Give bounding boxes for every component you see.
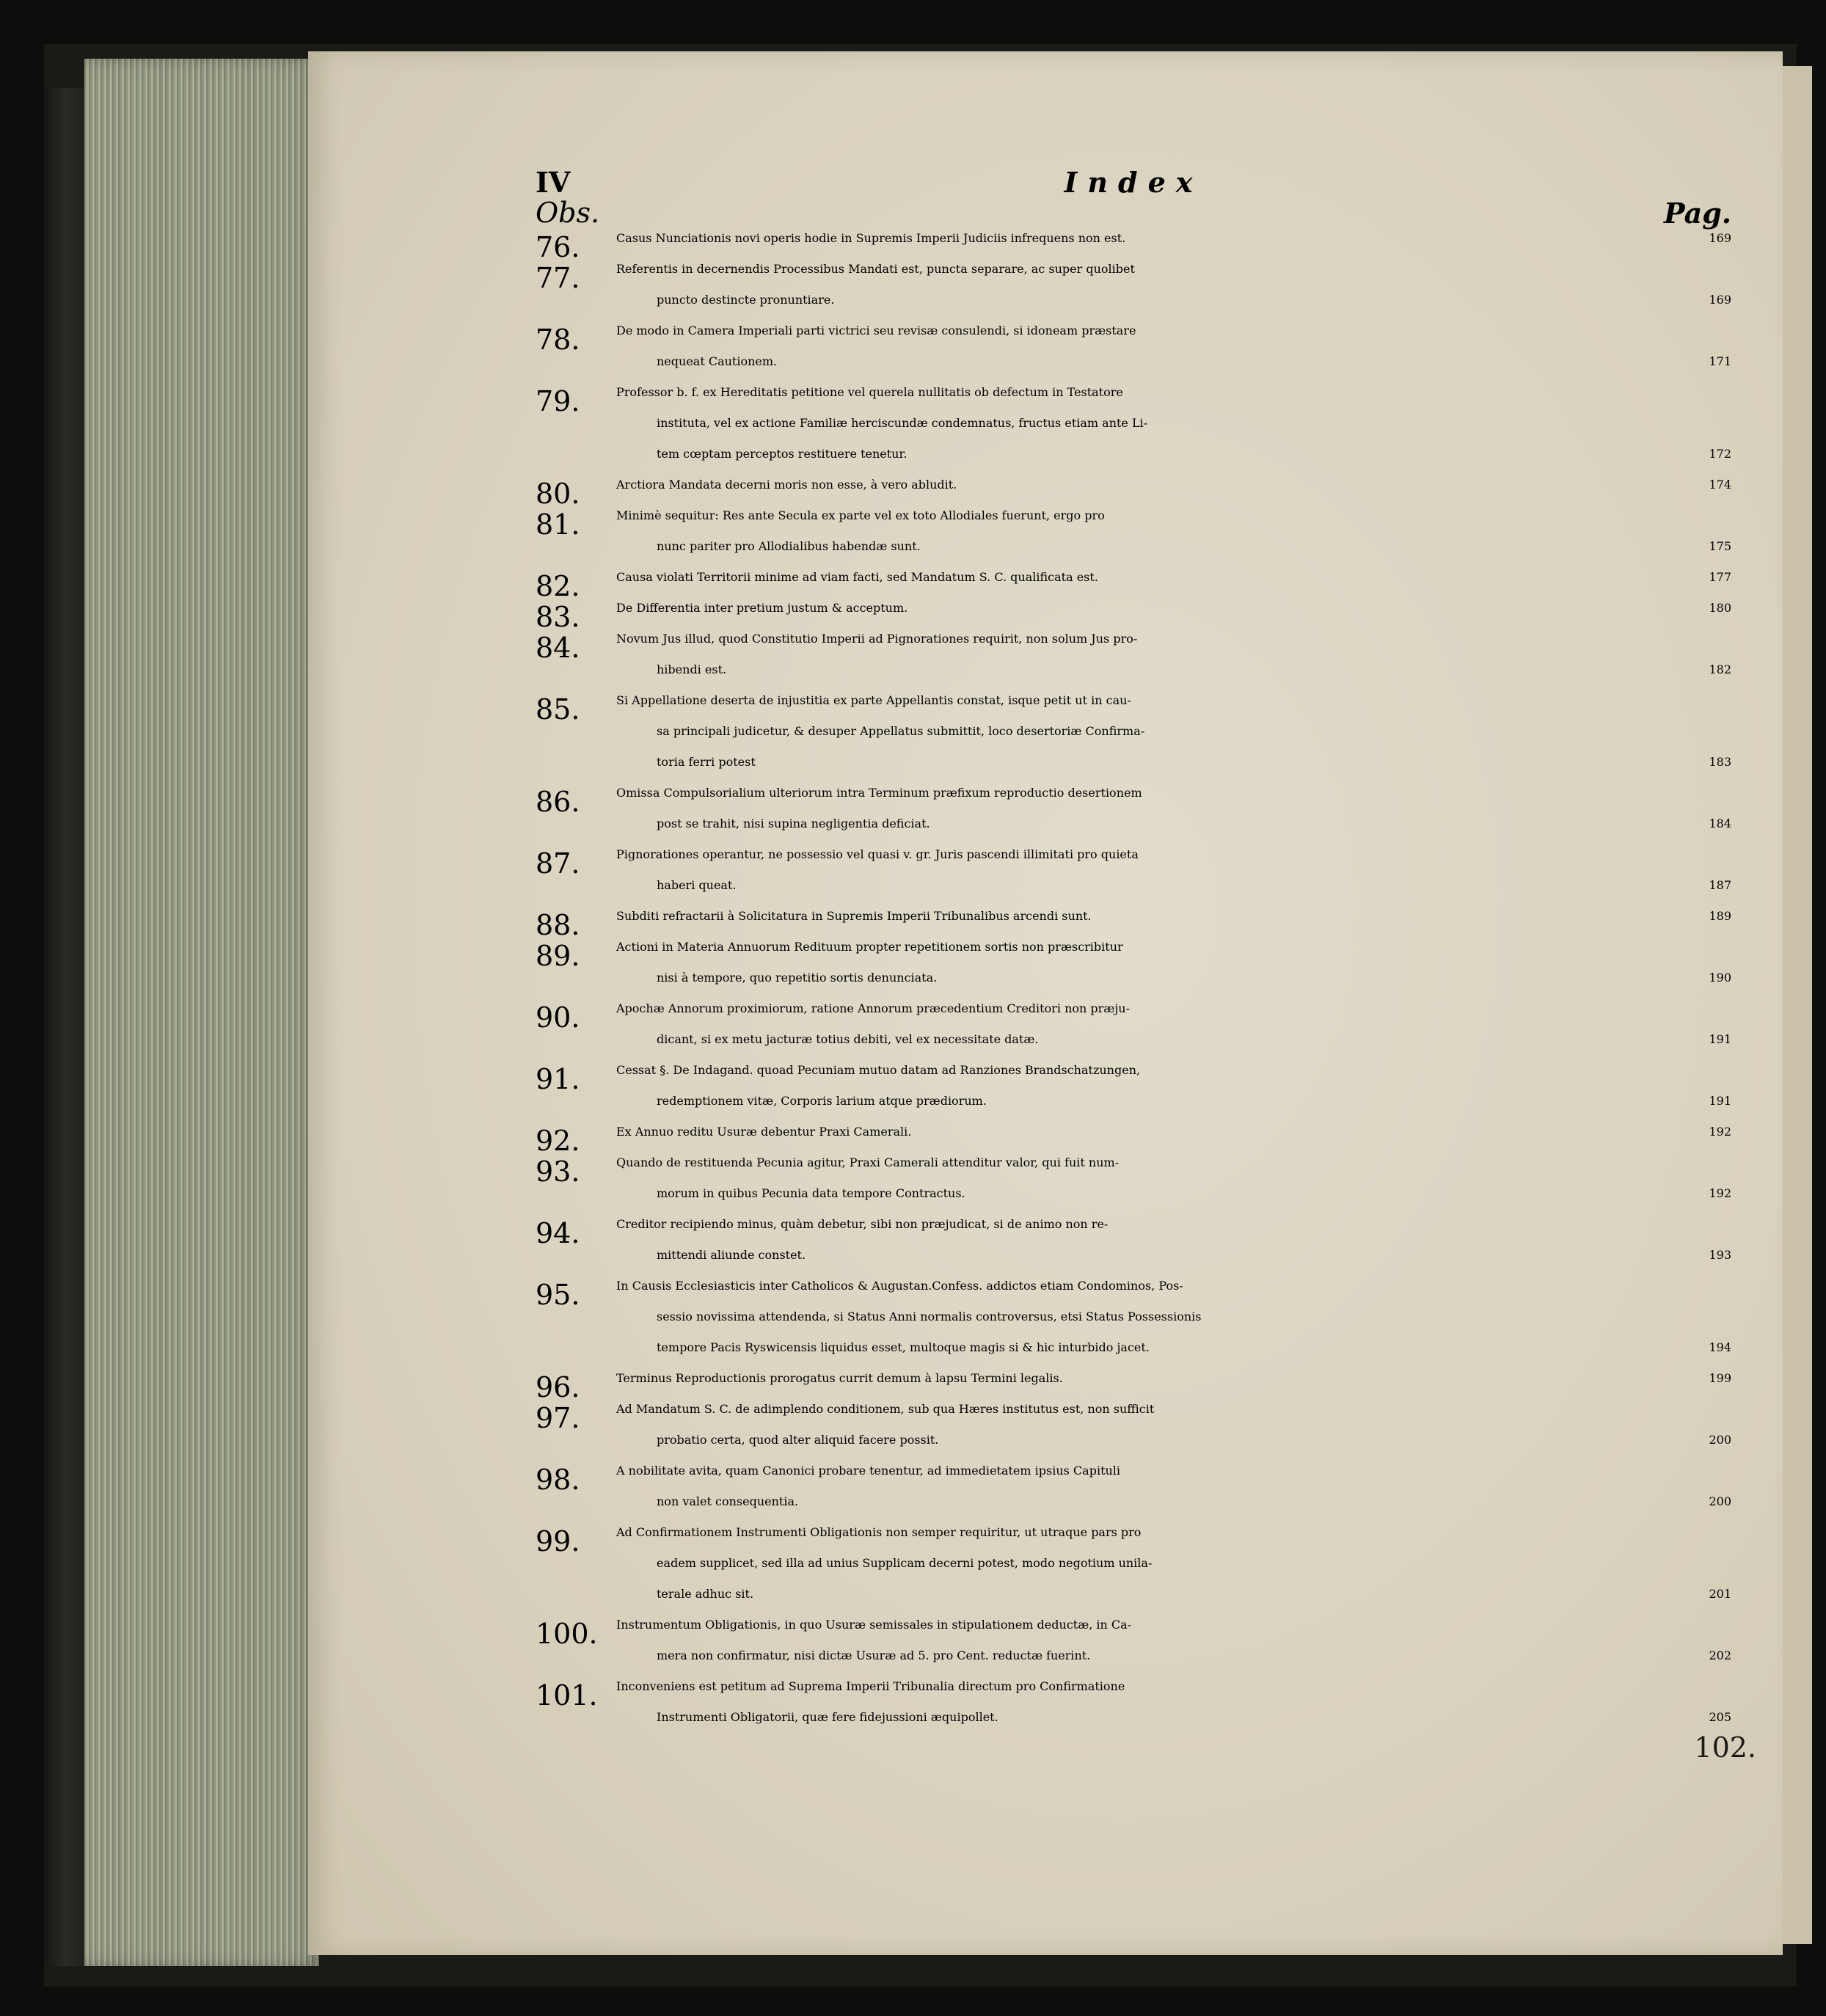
entry-final-line bbox=[616, 231, 1731, 262]
entry-text-line: A nobilitate avita, quam Canonici probare tenentur, ad immedietatem ipsius Capituli bbox=[616, 1464, 1121, 1478]
entry-text-line: Referentis in decernendis Processibus Mandati est, puncta separare, ac super quolibet bbox=[616, 262, 1135, 276]
entry-final-line bbox=[616, 1433, 1731, 1464]
entry-text-line: Minimè sequitur: Res ante Secula ex parte vel ex toto Allodiales fuerunt, ergo pro bbox=[616, 508, 1105, 522]
page-reference: 177 bbox=[1709, 570, 1731, 584]
page-reference: 180 bbox=[1709, 601, 1731, 615]
entry-text-line: Terminus Reproductionis prorogatus currit demum à lapsu Termini legalis. bbox=[616, 1371, 1063, 1385]
page-reference: 189 bbox=[1709, 909, 1731, 923]
entry-text-line: Arctiora Mandata decerni moris non esse, à vero abludit. bbox=[616, 478, 957, 492]
entry-text-line: sa principali judicetur, & desuper Appellatus submittit, loco desertoriæ Confirma- bbox=[657, 724, 1145, 738]
page-edges bbox=[84, 59, 319, 1966]
entry-text-line: tem cœptam perceptos restituere tenetur. bbox=[657, 447, 907, 461]
entry-text-line: nunc pariter pro Allodialibus habendæ sunt. bbox=[657, 539, 921, 553]
observation-number: 98. bbox=[536, 1464, 580, 1496]
observation-number: 88. bbox=[536, 909, 580, 941]
entry-final-line bbox=[616, 1371, 1731, 1402]
page-reference: 169 bbox=[1709, 231, 1731, 245]
entry-final-line bbox=[616, 1094, 1731, 1125]
page-reference: 199 bbox=[1709, 1371, 1731, 1385]
index-entry bbox=[536, 1402, 1731, 1464]
entry-final-line bbox=[616, 1648, 1731, 1679]
observation-number: 86. bbox=[536, 786, 580, 818]
index-entry bbox=[536, 1125, 1731, 1155]
entry-text-line: mera non confirmatur, nisi dictæ Usuræ ad 5. pro Cent. reductæ fuerint. bbox=[657, 1648, 1091, 1662]
entry-final-line bbox=[616, 878, 1731, 909]
page-reference: 192 bbox=[1709, 1125, 1731, 1139]
observation-number: 89. bbox=[536, 940, 580, 972]
entry-text-line: Instrumentum Obligationis, in quo Usuræ semissales in stipulationem deductæ, in Ca- bbox=[616, 1618, 1132, 1632]
entry-text-line: Ex Annuo reditu Usuræ debentur Praxi Camerali. bbox=[616, 1125, 912, 1139]
page-reference: 202 bbox=[1709, 1648, 1731, 1662]
observation-number: 77. bbox=[536, 262, 580, 294]
entry-final-line bbox=[616, 755, 1731, 786]
entry-text-line: puncto destincte pronuntiare. bbox=[657, 293, 835, 307]
entry-text-line: Ad Confirmationem Instrumenti Obligationis non semper requiritur, ut utraque pars pro bbox=[616, 1525, 1142, 1539]
entry-final-line bbox=[616, 971, 1731, 1001]
index-entry bbox=[536, 262, 1731, 324]
observation-number: 101. bbox=[536, 1679, 598, 1712]
entry-text-line: Apochæ Annorum proximiorum, ratione Annorum præcedentium Creditori non præju- bbox=[616, 1001, 1130, 1015]
index-entry bbox=[536, 570, 1731, 601]
observation-number: 85. bbox=[536, 693, 580, 726]
entry-text-line: Quando de restituenda Pecunia agitur, Praxi Camerali attenditur valor, qui fuit num- bbox=[616, 1155, 1120, 1169]
observation-number: 99. bbox=[536, 1525, 580, 1557]
index-entry bbox=[536, 601, 1731, 632]
entry-final-line bbox=[616, 1340, 1731, 1371]
index-entry bbox=[536, 786, 1731, 847]
index-entry bbox=[536, 478, 1731, 508]
page-reference: 192 bbox=[1709, 1186, 1731, 1200]
entry-text-line: dicant, si ex metu jacturæ totius debiti, vel ex necessitate datæ. bbox=[657, 1032, 1039, 1046]
entry-final-line bbox=[616, 293, 1731, 324]
page-reference: 194 bbox=[1709, 1340, 1731, 1354]
entry-text-line: Professor b. f. ex Hereditatis petitione vel querela nullitatis ob defectum in Testatore bbox=[616, 385, 1123, 399]
entry-text-line: probatio certa, quod alter aliquid facere possit. bbox=[657, 1433, 939, 1447]
entry-text-line: Pignorationes operantur, ne possessio vel quasi v. gr. Juris pascendi illimitati pro quieta bbox=[616, 847, 1139, 861]
page-reference: 201 bbox=[1709, 1587, 1731, 1601]
entry-final-line bbox=[616, 601, 1731, 632]
entry-text-line: Casus Nunciationis novi operis hodie in Supremis Imperii Judiciis infrequens non est. bbox=[616, 231, 1126, 245]
observation-number: 80. bbox=[536, 478, 580, 510]
observation-number: 96. bbox=[536, 1371, 580, 1403]
page-reference: 184 bbox=[1709, 817, 1731, 830]
page-reference: 183 bbox=[1709, 755, 1731, 769]
index-entries bbox=[536, 231, 1731, 1741]
index-entry bbox=[536, 508, 1731, 570]
obs-column-header: Obs. bbox=[536, 197, 600, 229]
index-entry bbox=[536, 847, 1731, 909]
entry-final-line bbox=[616, 570, 1731, 601]
observation-number: 90. bbox=[536, 1001, 580, 1034]
entry-text-line: sessio novissima attendenda, si Status Anni normalis controversus, etsi Status Possessionis bbox=[657, 1310, 1202, 1323]
entry-text-line: morum in quibus Pecunia data tempore Contractus. bbox=[657, 1186, 965, 1200]
page-reference: 191 bbox=[1709, 1094, 1731, 1108]
index-entry bbox=[536, 385, 1731, 478]
entry-text-line: post se trahit, nisi supina negligentia deficiat. bbox=[657, 817, 930, 830]
entry-text-line: tempore Pacis Ryswicensis liquidus esset, multoque magis si & hic inturbido jacet. bbox=[657, 1340, 1150, 1354]
entry-final-line bbox=[616, 1032, 1731, 1063]
index-entry bbox=[536, 1618, 1731, 1679]
index-entry bbox=[536, 1217, 1731, 1279]
entry-final-line bbox=[616, 1587, 1731, 1618]
entry-final-line bbox=[616, 354, 1731, 385]
page-reference: 205 bbox=[1709, 1710, 1731, 1724]
entry-final-line bbox=[616, 478, 1731, 508]
observation-number: 79. bbox=[536, 385, 580, 417]
entry-final-line bbox=[616, 1186, 1731, 1217]
page-title: Index bbox=[1064, 166, 1203, 199]
index-entry bbox=[536, 1001, 1731, 1063]
entry-text-line: Inconveniens est petitum ad Suprema Imperii Tribunalia directum pro Confirmatione bbox=[616, 1679, 1125, 1693]
index-entry bbox=[536, 1525, 1731, 1618]
entry-text-line: haberi queat. bbox=[657, 878, 737, 892]
index-entry bbox=[536, 1679, 1731, 1741]
entry-text-line: Creditor recipiendo minus, quàm debetur, sibi non præjudicat, si de animo non re- bbox=[616, 1217, 1109, 1231]
page-number: IV bbox=[536, 166, 571, 199]
entry-text-line: redemptionem vitæ, Corporis larium atque prædiorum. bbox=[657, 1094, 987, 1108]
observation-number: 92. bbox=[536, 1125, 580, 1157]
entry-final-line bbox=[616, 817, 1731, 847]
page-reference: 169 bbox=[1709, 293, 1731, 307]
observation-number: 93. bbox=[536, 1155, 580, 1188]
running-head bbox=[536, 166, 1731, 198]
entry-text-line: toria ferri potest bbox=[657, 755, 756, 769]
index-entry bbox=[536, 1155, 1731, 1217]
page-reference: 200 bbox=[1709, 1433, 1731, 1447]
page-reference: 200 bbox=[1709, 1494, 1731, 1508]
page-reference: 193 bbox=[1709, 1248, 1731, 1262]
entry-final-line bbox=[616, 1248, 1731, 1279]
observation-number: 76. bbox=[536, 231, 580, 263]
index-entry bbox=[536, 632, 1731, 693]
observation-number: 91. bbox=[536, 1063, 580, 1095]
entry-text-line: In Causis Ecclesiasticis inter Catholicos & Augustan.Confess. addictos etiam Condominos, Pos- bbox=[616, 1279, 1183, 1293]
observation-number: 78. bbox=[536, 324, 580, 356]
entry-final-line bbox=[616, 447, 1731, 478]
entry-text-line: terale adhuc sit. bbox=[657, 1587, 754, 1601]
entry-text-line: hibendi est. bbox=[657, 662, 727, 676]
index-entry bbox=[536, 693, 1731, 786]
observation-number: 82. bbox=[536, 570, 580, 602]
index-entry bbox=[536, 940, 1731, 1001]
observation-number: 100. bbox=[536, 1618, 598, 1650]
entry-text-line: non valet consequentia. bbox=[657, 1494, 799, 1508]
entry-text-line: Si Appellatione deserta de injustitia ex parte Appellantis constat, isque petit ut in cau- bbox=[616, 693, 1131, 707]
observation-number: 95. bbox=[536, 1279, 580, 1311]
entry-text-line: Causa violati Territorii minime ad viam facti, sed Mandatum S. C. qualificata est. bbox=[616, 570, 1098, 584]
entry-text-line: De Differentia inter pretium justum & acceptum. bbox=[616, 601, 908, 615]
entry-text-line: Omissa Compulsorialium ulteriorum intra Terminum præfixum reproductio desertionem bbox=[616, 786, 1142, 800]
observation-number: 94. bbox=[536, 1217, 580, 1249]
observation-number: 83. bbox=[536, 601, 580, 633]
entry-text-line: Subditi refractarii à Solicitatura in Supremis Imperii Tribunalibus arcendi sunt. bbox=[616, 909, 1092, 923]
page-reference: 171 bbox=[1709, 354, 1731, 368]
index-entry bbox=[536, 1371, 1731, 1402]
entry-text-line: Actioni in Materia Annuorum Redituum propter repetitionem sortis non præscribitur bbox=[616, 940, 1123, 954]
facing-page-edge bbox=[1779, 66, 1812, 1944]
entry-text-line: eadem supplicet, sed illa ad unius Supplicam decerni potest, modo negotium unila- bbox=[657, 1556, 1153, 1570]
index-entry bbox=[536, 1279, 1731, 1371]
index-entry bbox=[536, 1464, 1731, 1525]
page-reference: 172 bbox=[1709, 447, 1731, 461]
observation-number: 81. bbox=[536, 508, 580, 541]
entry-text-line: Instrumenti Obligatorii, quæ fere fidejussioni æquipollet. bbox=[657, 1710, 998, 1724]
entry-text-line: instituta, vel ex actione Familiæ herciscundæ condemnatus, fructus etiam ante Li- bbox=[657, 416, 1148, 430]
index-entry bbox=[536, 324, 1731, 385]
observation-number: 97. bbox=[536, 1402, 580, 1434]
page-reference: 182 bbox=[1709, 662, 1731, 676]
entry-final-line bbox=[616, 539, 1731, 570]
catchword: 102. bbox=[1694, 1731, 1756, 1764]
entry-final-line bbox=[616, 662, 1731, 693]
entry-text-line: Ad Mandatum S. C. de adimplendo conditionem, sub qua Hæres institutus est, non sufficit bbox=[616, 1402, 1155, 1416]
entry-final-line bbox=[616, 909, 1731, 940]
observation-number: 84. bbox=[536, 632, 580, 664]
entry-final-line bbox=[616, 1710, 1731, 1741]
pag-column-header: Pag. bbox=[1664, 197, 1731, 230]
page-reference: 175 bbox=[1709, 539, 1731, 553]
column-headers bbox=[536, 197, 1731, 233]
entry-final-line bbox=[616, 1125, 1731, 1155]
index-entry bbox=[536, 1063, 1731, 1125]
entry-text-line: De modo in Camera Imperiali parti victrici seu revisæ consulendi, si idoneam præstare bbox=[616, 324, 1136, 337]
page-reference: 191 bbox=[1709, 1032, 1731, 1046]
entry-text-line: mittendi aliunde constet. bbox=[657, 1248, 806, 1262]
entry-final-line bbox=[616, 1494, 1731, 1525]
entry-text-line: Novum Jus illud, quod Constitutio Imperii ad Pignorationes requirit, non solum Jus pro- bbox=[616, 632, 1138, 646]
index-entry bbox=[536, 231, 1731, 262]
page-reference: 187 bbox=[1709, 878, 1731, 892]
entry-text-line: nequeat Cautionem. bbox=[657, 354, 778, 368]
observation-number: 87. bbox=[536, 847, 580, 880]
page-reference: 190 bbox=[1709, 971, 1731, 985]
entry-text-line: Cessat §. De Indagand. quoad Pecuniam mutuo datam ad Ranziones Brandschatzungen, bbox=[616, 1063, 1141, 1077]
index-entry bbox=[536, 909, 1731, 940]
page-reference: 174 bbox=[1709, 478, 1731, 492]
entry-text-line: nisi à tempore, quo repetitio sortis denunciata. bbox=[657, 971, 938, 985]
